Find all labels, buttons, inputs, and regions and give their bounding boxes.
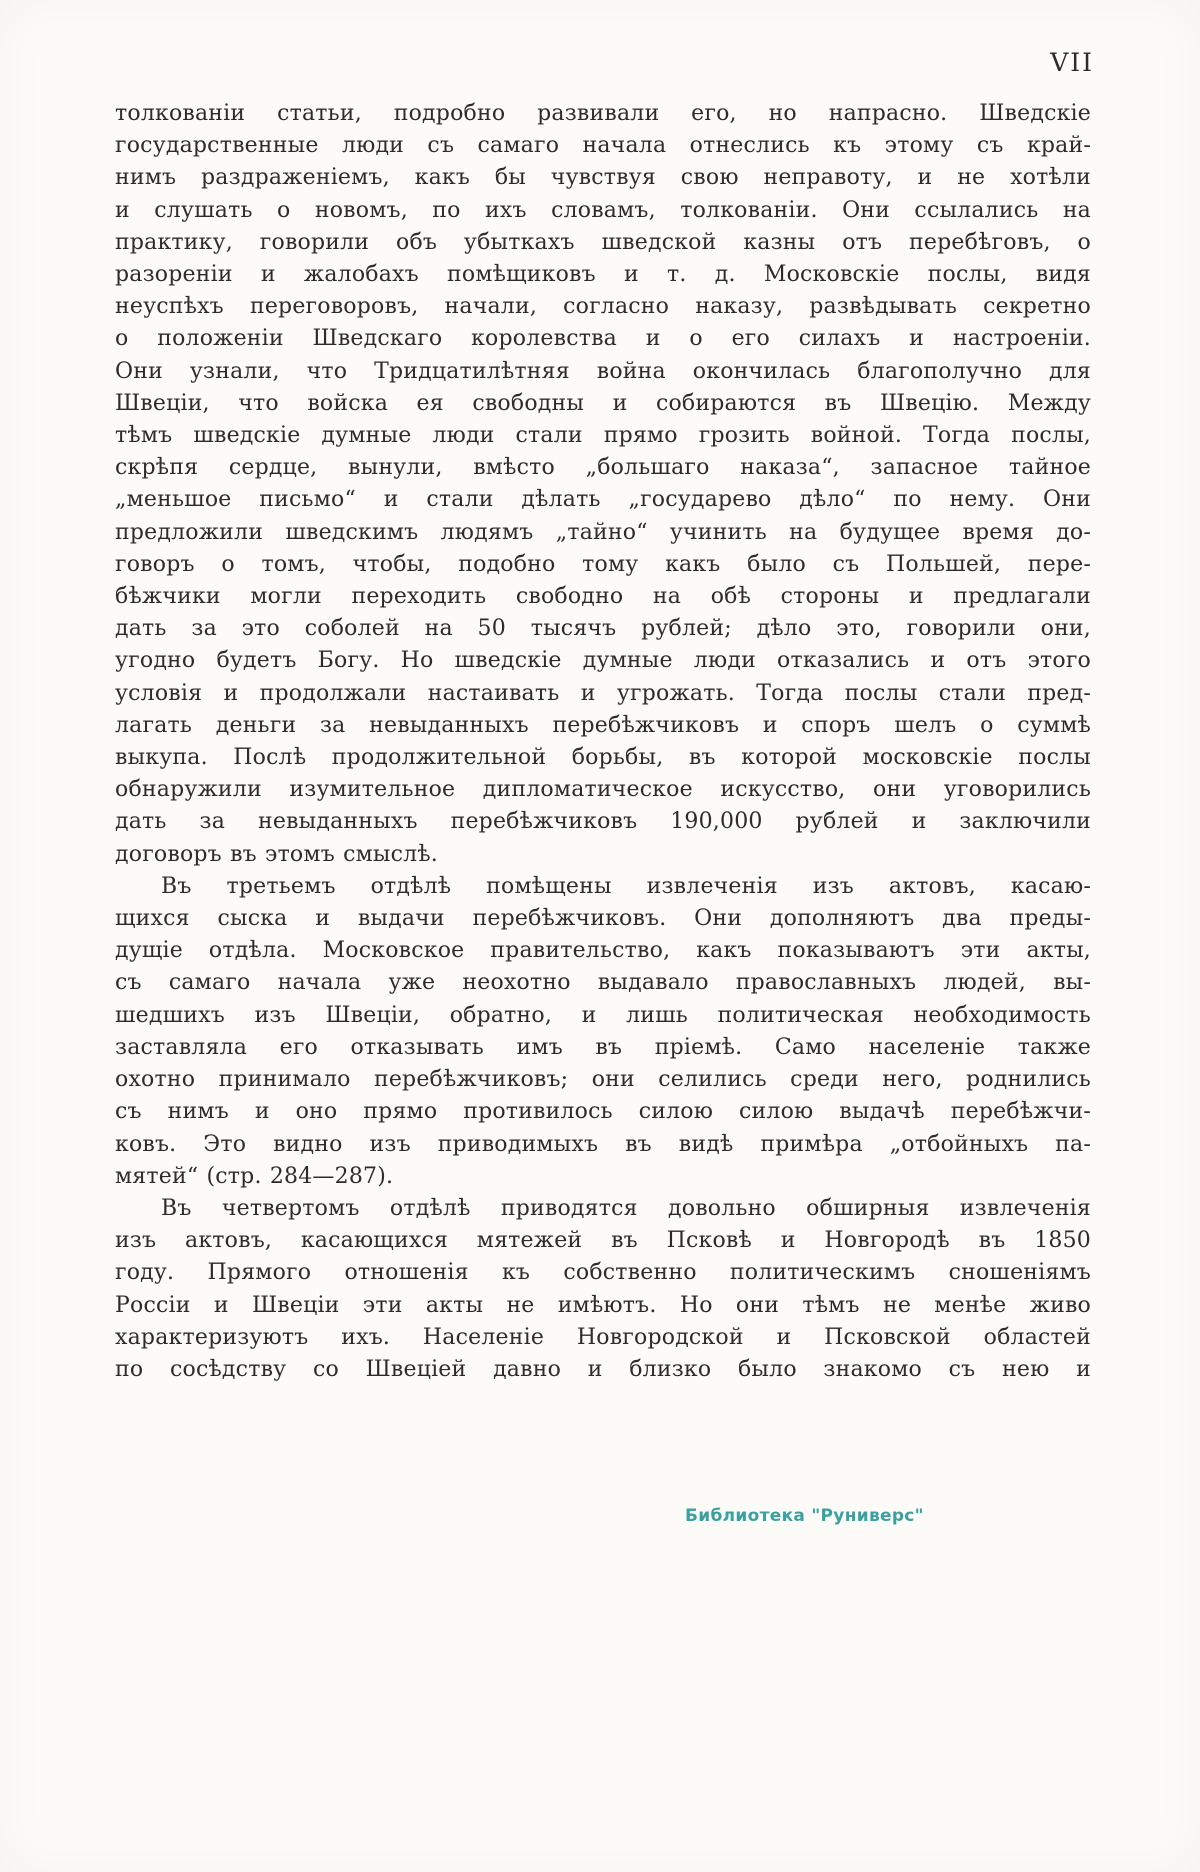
text-line: мятей“ (стр. 284—287). — [115, 1163, 394, 1189]
text-line: заставляла его отказывать имъ въ пріемѣ. Само населеніе также — [115, 1034, 1091, 1060]
paragraph — [115, 871, 1091, 1193]
text-line: съ самаго начала уже неохотно выдавало православныхъ людей, вы- — [115, 970, 1091, 996]
text-line: Въ четвертомъ отдѣлѣ приводятся довольно обширныя извлеченія — [161, 1195, 1091, 1221]
library-watermark: Библиотека "Руниверс" — [685, 1506, 924, 1526]
text-line: условія и продолжали настаивать и угрожать. Тогда послы стали пред- — [115, 680, 1091, 706]
text-line: дать за это соболей на 50 тысячъ рублей; дѣло это, говорили они, — [115, 616, 1091, 642]
text-line: охотно принимало перебѣжчиковъ; они селились среди него, роднились — [115, 1067, 1091, 1093]
text-line: дущіе отдѣла. Московское правительство, какъ показываютъ эти акты, — [115, 938, 1091, 964]
text-line: году. Прямого отношенія къ собственно политическимъ сношеніямъ — [115, 1260, 1091, 1286]
paragraph — [115, 1193, 1091, 1386]
text-line: толкованіи статьи, подробно развивали его, но напрасно. Шведскіе — [115, 101, 1091, 126]
text-line: обнаружили изумительное дипломатическое искусство, они уговорились — [115, 777, 1091, 803]
text-line: предложили шведскимъ людямъ „тайно“ учинить на будущее время до- — [115, 519, 1091, 545]
text-line: Россіи и Швеціи эти акты не имѣютъ. Но они тѣмъ не менѣе живо — [115, 1292, 1091, 1318]
text-line: бѣжчики могли переходить свободно на обѣ стороны и предлагали — [115, 584, 1091, 610]
text-line: практику, говорили объ убыткахъ шведской казны отъ перебѣговъ, о — [115, 229, 1091, 255]
text-line: лагать деньги за невыданныхъ перебѣжчиковъ и споръ шелъ о суммѣ — [115, 712, 1091, 738]
text-line: „меньшое письмо“ и стали дѣлать „государево дѣло“ по нему. Они — [115, 487, 1091, 513]
text-line: по сосѣдству со Швеціей давно и близко было знакомо съ нею и — [115, 1356, 1091, 1382]
text-line: неуспѣхъ переговоровъ, начали, согласно наказу, развѣдывать секретно — [115, 294, 1091, 320]
text-line: о положеніи Шведскаго королевства и о его силахъ и настроеніи. — [115, 326, 1091, 352]
text-line: шедшихъ изъ Швеціи, обратно, и лишь политическая необходимость — [115, 1002, 1091, 1028]
text-line: изъ актовъ, касающихся мятежей въ Псковѣ и Новгородѣ въ 1850 — [115, 1228, 1091, 1254]
page-number: VII — [1050, 48, 1094, 77]
text-line: Швеціи, что войска ея свободны и собираются въ Швецію. Между — [115, 390, 1091, 416]
text-line: выкупа. Послѣ продолжительной борьбы, въ которой московскіе послы — [115, 745, 1091, 771]
text-line: тѣмъ шведскіе думные люди стали прямо грозить войной. Тогда послы, — [115, 423, 1091, 449]
text-line: угодно будетъ Богу. Но шведскіе думные люди отказались и отъ этого — [115, 648, 1091, 674]
text-line: съ нимъ и оно прямо противилось силою силою выдачѣ перебѣжчи- — [115, 1099, 1091, 1125]
text-line: государственные люди съ самаго начала отнеслись къ этому съ край- — [115, 133, 1091, 159]
text-line: Они узнали, что Тридцатилѣтняя война окончилась благополучно для — [115, 358, 1091, 384]
text-line: дать за невыданныхъ перебѣжчиковъ 190,000 рублей и заключили — [115, 809, 1091, 835]
text-line: скрѣпя сердце, вынули, вмѣсто „большаго наказа“, запасное тайное — [115, 455, 1091, 481]
text-line: говоръ о томъ, чтобы, подобно тому какъ было съ Польшей, пере- — [115, 551, 1091, 577]
text-line: Въ третьемъ отдѣлѣ помѣщены извлеченія изъ актовъ, касаю- — [161, 873, 1091, 899]
paragraph — [115, 98, 1091, 871]
text-line: щихся сыска и выдачи перебѣжчиковъ. Они дополняютъ два преды- — [115, 906, 1091, 932]
text-line: и слушать о новомъ, по ихъ словамъ, толкованіи. Они ссылались на — [115, 197, 1091, 223]
text-line: договоръ въ этомъ смыслѣ. — [115, 841, 438, 867]
text-line: ковъ. Это видно изъ приводимыхъ въ видѣ примѣра „отбойныхъ па- — [115, 1131, 1091, 1157]
text-line: нимъ раздраженіемъ, какъ бы чувствуя свою неправоту, и не хотѣли — [115, 165, 1091, 191]
text-line: характеризуютъ ихъ. Населеніе Новгородской и Псковской областей — [115, 1324, 1091, 1350]
text-block — [115, 98, 1091, 1386]
text-line: разореніи и жалобахъ помѣщиковъ и т. д. Московскіе послы, видя — [115, 262, 1091, 288]
